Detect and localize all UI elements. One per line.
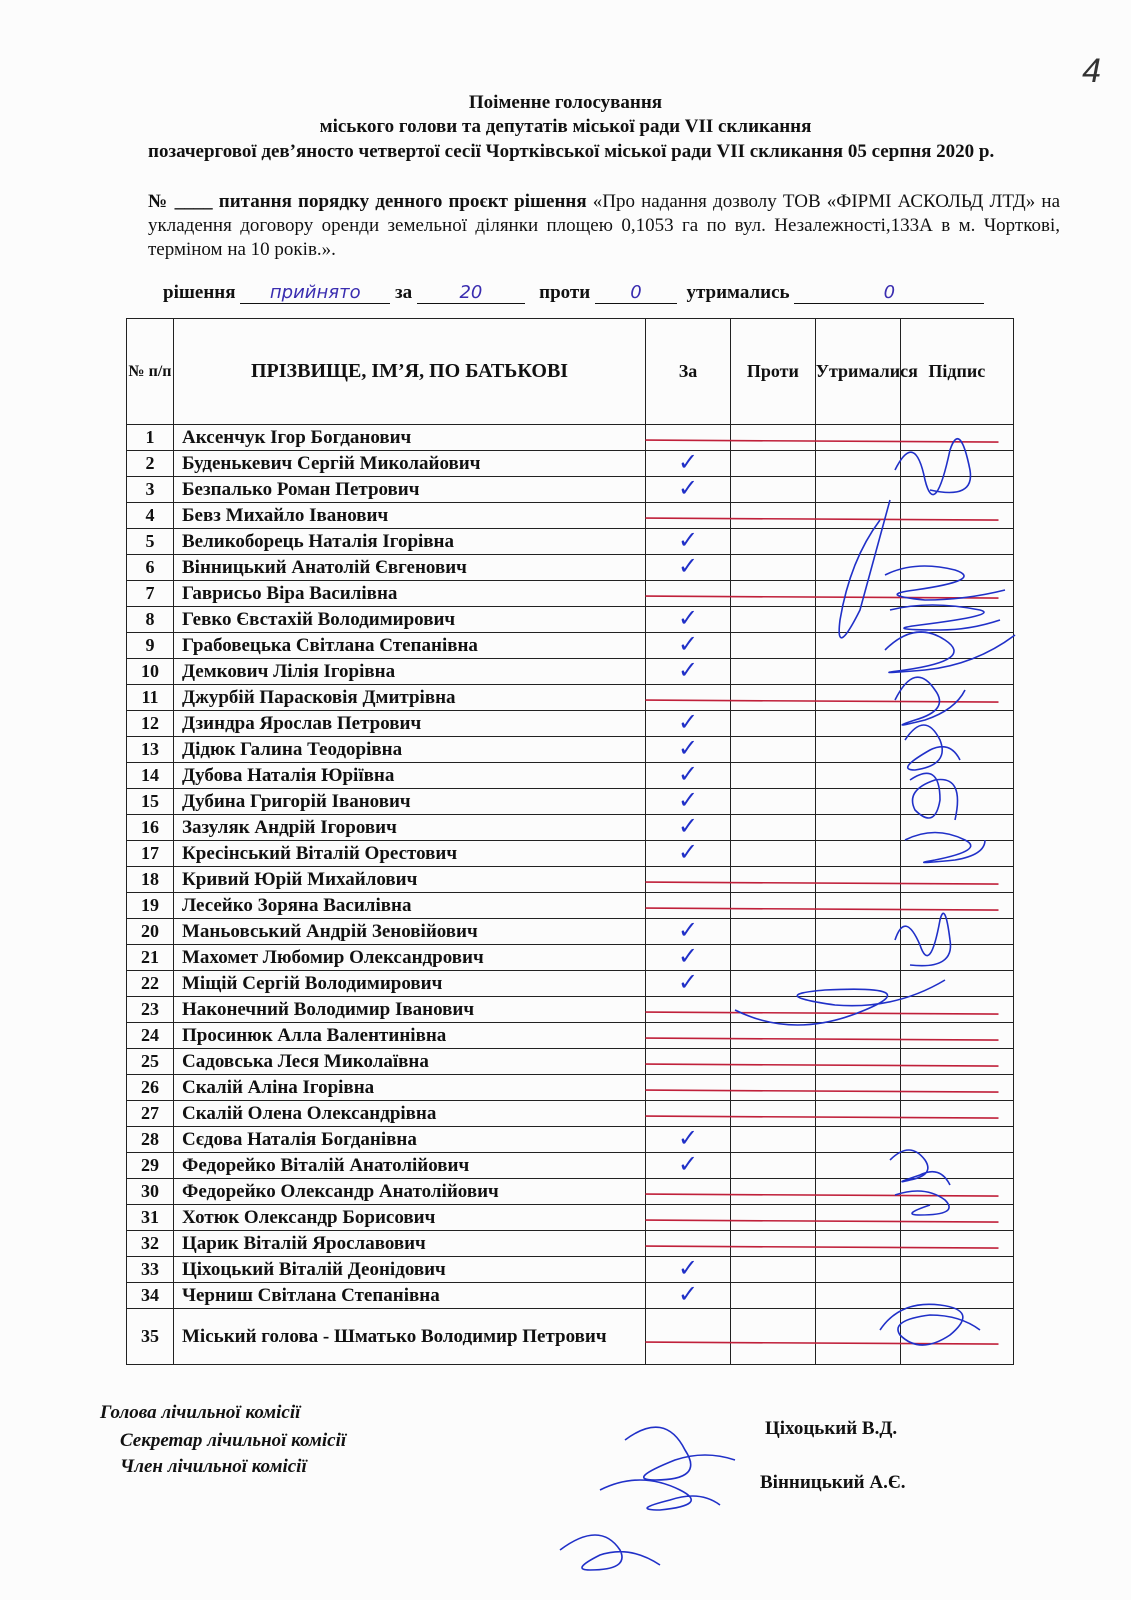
- against-cell: [730, 971, 815, 997]
- abstained-cell: [815, 1023, 900, 1049]
- row-number: 14: [127, 763, 174, 789]
- table-row: [127, 893, 1014, 919]
- for-cell: [646, 685, 731, 711]
- member-name: Джурбій Парасковія Дмитрівна: [174, 685, 646, 711]
- table-row: [127, 815, 1014, 841]
- row-number: 27: [127, 1101, 174, 1127]
- for-cell: [646, 604, 731, 633]
- row-number: 8: [127, 607, 174, 633]
- check-mark-icon: ✓: [677, 1254, 699, 1282]
- decision-label: рішення: [163, 282, 236, 303]
- against-cell: [730, 1309, 815, 1365]
- row-number: 33: [127, 1257, 174, 1283]
- for-cell: [646, 1049, 731, 1075]
- check-mark-icon: ✓: [677, 734, 699, 762]
- signature-scribble: [625, 1427, 735, 1480]
- against-cell: [730, 1101, 815, 1127]
- table-row: [127, 711, 1014, 737]
- table-row: [127, 1205, 1014, 1231]
- signature-cell: [900, 607, 1013, 633]
- table-row: [127, 1257, 1014, 1283]
- signature-cell: [900, 945, 1013, 971]
- table-row: [127, 997, 1014, 1023]
- signature-cell: [900, 685, 1013, 711]
- table-row: [127, 737, 1014, 763]
- abstained-cell: [815, 893, 900, 919]
- against-cell: [730, 1257, 815, 1283]
- check-mark-icon: ✓: [677, 448, 699, 476]
- table-row: [127, 529, 1014, 555]
- for-cell: [646, 838, 731, 867]
- table-row: [127, 919, 1014, 945]
- against-label: проти: [539, 282, 591, 303]
- member-name: Черниш Світлана Степанівна: [174, 1283, 646, 1309]
- table-row: [127, 425, 1014, 451]
- for-label: за: [395, 282, 413, 303]
- abstained-cell: [815, 1127, 900, 1153]
- row-number: 3: [127, 477, 174, 503]
- check-mark-icon: ✓: [677, 630, 699, 658]
- row-number: 20: [127, 919, 174, 945]
- member-name: Царик Віталій Ярославович: [174, 1231, 646, 1257]
- page-number: 4: [1082, 52, 1101, 90]
- header-abstained: Утрималися: [815, 319, 900, 425]
- member-name: Міщій Сергій Володимирович: [174, 971, 646, 997]
- abstained-label: утримались: [686, 282, 790, 303]
- table-row: [127, 1231, 1014, 1257]
- member-name: Наконечний Володимир Іванович: [174, 997, 646, 1023]
- for-cell: [646, 474, 731, 503]
- for-cell: [646, 1124, 731, 1153]
- signature-cell: [900, 971, 1013, 997]
- member-name: Маньовський Андрій Зеновійович: [174, 919, 646, 945]
- row-number: 12: [127, 711, 174, 737]
- member-name: Дзиндра Ярослав Петрович: [174, 711, 646, 737]
- header-for: За: [646, 319, 731, 425]
- abstained-cell: [815, 555, 900, 581]
- against-cell: [730, 1023, 815, 1049]
- against-cell: [730, 1075, 815, 1101]
- signature-cell: [900, 1283, 1013, 1309]
- member-name: Гевко Євстахій Володимирович: [174, 607, 646, 633]
- member-name: Кресінський Віталій Орестович: [174, 841, 646, 867]
- abstained-cell: [815, 1075, 900, 1101]
- against-cell: [730, 581, 815, 607]
- abstained-cell: [815, 1153, 900, 1179]
- row-number: 35: [127, 1309, 174, 1365]
- check-mark-icon: ✓: [677, 656, 699, 684]
- member-name: Лесейко Зоряна Василівна: [174, 893, 646, 919]
- for-cell: [646, 1179, 731, 1205]
- for-cell: [646, 1254, 731, 1283]
- against-cell: [730, 841, 815, 867]
- signature-cell: [900, 1127, 1013, 1153]
- table-row: [127, 1101, 1014, 1127]
- abstained-cell: [815, 477, 900, 503]
- against-cell: [730, 425, 815, 451]
- against-cell: [730, 529, 815, 555]
- member-name: Сєдова Наталія Богданівна: [174, 1127, 646, 1153]
- against-cell: [730, 477, 815, 503]
- member-name: Махомет Любомир Олександрович: [174, 945, 646, 971]
- against-cell: [730, 815, 815, 841]
- abstained-cell: [815, 425, 900, 451]
- signature-cell: [900, 789, 1013, 815]
- table-row: [127, 1153, 1014, 1179]
- row-number: 4: [127, 503, 174, 529]
- abstained-cell: [815, 919, 900, 945]
- for-cell: [646, 1075, 731, 1101]
- against-cell: [730, 789, 815, 815]
- for-cell: [646, 1101, 731, 1127]
- for-cell: [646, 760, 731, 789]
- secretary-label: Секретар лічильної комісії: [120, 1430, 347, 1451]
- against-cell: [730, 763, 815, 789]
- against-cell: [730, 711, 815, 737]
- signature-cell: [900, 1205, 1013, 1231]
- row-number: 21: [127, 945, 174, 971]
- chair-name: Ціхоцький В.Д.: [765, 1418, 898, 1439]
- against-cell: [730, 1049, 815, 1075]
- abstained-cell: [815, 1257, 900, 1283]
- signature-cell: [900, 425, 1013, 451]
- signature-cell: [900, 1075, 1013, 1101]
- against-cell: [730, 685, 815, 711]
- member-name: Буденькевич Сергій Миколайович: [174, 451, 646, 477]
- for-cell: [646, 581, 731, 607]
- signature-cell: [900, 659, 1013, 685]
- signature-cell: [900, 633, 1013, 659]
- table-row: [127, 1179, 1014, 1205]
- for-cell: [646, 1150, 731, 1179]
- signature-cell: [900, 477, 1013, 503]
- member-name: Вінницький Анатолій Євгенович: [174, 555, 646, 581]
- check-mark-icon: ✓: [677, 552, 699, 580]
- row-number: 17: [127, 841, 174, 867]
- against-cell: [730, 607, 815, 633]
- for-cell: [646, 968, 731, 997]
- row-number: 10: [127, 659, 174, 685]
- abstained-cell: [815, 1101, 900, 1127]
- against-cell: [730, 1283, 815, 1309]
- member-name: Гаврисьо Віра Василівна: [174, 581, 646, 607]
- abstained-cell: [815, 529, 900, 555]
- signature-cell: [900, 867, 1013, 893]
- check-mark-icon: ✓: [677, 526, 699, 554]
- decision-result: прийнято: [240, 283, 390, 304]
- member-name: Кривий Юрій Михайлович: [174, 867, 646, 893]
- signature-cell: [900, 1179, 1013, 1205]
- member-name: Дубова Наталія Юріївна: [174, 763, 646, 789]
- check-mark-icon: ✓: [677, 760, 699, 788]
- table-row: [127, 581, 1014, 607]
- against-cell: [730, 737, 815, 763]
- table-row: [127, 867, 1014, 893]
- row-number: 13: [127, 737, 174, 763]
- against-cell: [730, 503, 815, 529]
- for-cell: [646, 1231, 731, 1257]
- abstained-cell: [815, 1205, 900, 1231]
- for-cell: [646, 1280, 731, 1309]
- signature-cell: [900, 1309, 1013, 1365]
- for-cell: [646, 448, 731, 477]
- signature-cell: [900, 737, 1013, 763]
- signature-cell: [900, 815, 1013, 841]
- abstained-cell: [815, 737, 900, 763]
- for-cell: [646, 526, 731, 555]
- for-count: 20: [417, 283, 525, 304]
- row-number: 22: [127, 971, 174, 997]
- table-row: [127, 1127, 1014, 1153]
- against-cell: [730, 1179, 815, 1205]
- signature-cell: [900, 893, 1013, 919]
- abstained-cell: [815, 815, 900, 841]
- for-cell: [646, 867, 731, 893]
- row-number: 28: [127, 1127, 174, 1153]
- member-name: Бевз Михайло Іванович: [174, 503, 646, 529]
- abstained-count: 0: [794, 283, 984, 304]
- against-cell: [730, 997, 815, 1023]
- session-line: позачергової дев’яносто четвертої сесії Чортківської міської ради VII скликання 05 серпня 2020 р.: [148, 141, 995, 162]
- chair-label: Голова лічильної комісії: [100, 1402, 301, 1423]
- against-cell: [730, 945, 815, 971]
- abstained-cell: [815, 685, 900, 711]
- row-number: 7: [127, 581, 174, 607]
- row-number: 34: [127, 1283, 174, 1309]
- for-cell: [646, 812, 731, 841]
- check-mark-icon: ✓: [677, 942, 699, 970]
- table-row: [127, 841, 1014, 867]
- signature-cell: [900, 1257, 1013, 1283]
- table-row: [127, 1023, 1014, 1049]
- for-cell: [646, 893, 731, 919]
- member-name: Просинюк Алла Валентинівна: [174, 1023, 646, 1049]
- signature-cell: [900, 451, 1013, 477]
- row-number: 32: [127, 1231, 174, 1257]
- table-header-row: [127, 319, 1014, 425]
- vote-table-body: [127, 425, 1014, 1365]
- signature-cell: [900, 555, 1013, 581]
- for-cell: [646, 734, 731, 763]
- table-row: [127, 503, 1014, 529]
- check-mark-icon: ✓: [677, 968, 699, 996]
- abstained-cell: [815, 789, 900, 815]
- member-name: Скалій Аліна Ігорівна: [174, 1075, 646, 1101]
- signature-cell: [900, 1023, 1013, 1049]
- for-cell: [646, 630, 731, 659]
- table-row: [127, 451, 1014, 477]
- row-number: 31: [127, 1205, 174, 1231]
- check-mark-icon: ✓: [677, 604, 699, 632]
- for-cell: [646, 916, 731, 945]
- member-name: Демкович Лілія Ігорівна: [174, 659, 646, 685]
- abstained-cell: [815, 711, 900, 737]
- member-name: Скалій Олена Олександрівна: [174, 1101, 646, 1127]
- header-against: Проти: [730, 319, 815, 425]
- signature-cell: [900, 1101, 1013, 1127]
- against-cell: [730, 1127, 815, 1153]
- table-row: [127, 971, 1014, 997]
- member-name: Аксенчук Ігор Богданович: [174, 425, 646, 451]
- agenda-paragraph: [148, 190, 1060, 262]
- signature-cell: [900, 997, 1013, 1023]
- signature-cell: [900, 529, 1013, 555]
- abstained-cell: [815, 503, 900, 529]
- row-number: 2: [127, 451, 174, 477]
- against-cell: [730, 451, 815, 477]
- abstained-cell: [815, 1283, 900, 1309]
- for-cell: [646, 1205, 731, 1231]
- check-mark-icon: ✓: [677, 474, 699, 502]
- header-name: ПРІЗВИЩЕ, ІМ’Я, ПО БАТЬКОВІ: [174, 319, 646, 425]
- against-cell: [730, 867, 815, 893]
- check-mark-icon: ✓: [677, 708, 699, 736]
- table-row: [127, 607, 1014, 633]
- member-name: Грабовецька Світлана Степанівна: [174, 633, 646, 659]
- for-cell: [646, 425, 731, 451]
- table-row: [127, 477, 1014, 503]
- against-cell: [730, 555, 815, 581]
- document-title: Поіменне голосування: [468, 92, 663, 113]
- against-cell: [730, 893, 815, 919]
- check-mark-icon: ✓: [677, 786, 699, 814]
- abstained-cell: [815, 997, 900, 1023]
- signature-cell: [900, 711, 1013, 737]
- for-cell: [646, 997, 731, 1023]
- table-row: [127, 1309, 1014, 1365]
- abstained-cell: [815, 451, 900, 477]
- check-mark-icon: ✓: [677, 812, 699, 840]
- abstained-cell: [815, 581, 900, 607]
- signature-cell: [900, 503, 1013, 529]
- member-label: Член лічильної комісії: [120, 1456, 307, 1477]
- against-cell: [730, 633, 815, 659]
- row-number: 11: [127, 685, 174, 711]
- against-cell: [730, 919, 815, 945]
- document-subtitle: міського голови та депутатів міської ради VII скликання: [319, 116, 812, 137]
- table-row: [127, 945, 1014, 971]
- for-cell: [646, 786, 731, 815]
- abstained-cell: [815, 1231, 900, 1257]
- for-cell: [646, 503, 731, 529]
- check-mark-icon: ✓: [677, 1124, 699, 1152]
- header-signature: Підпис: [900, 319, 1013, 425]
- for-cell: [646, 1023, 731, 1049]
- decision-line: [163, 282, 984, 304]
- row-number: 29: [127, 1153, 174, 1179]
- abstained-cell: [815, 841, 900, 867]
- against-count: 0: [595, 283, 677, 304]
- abstained-cell: [815, 763, 900, 789]
- signature-cell: [900, 841, 1013, 867]
- signature-cell: [900, 919, 1013, 945]
- for-cell: [646, 656, 731, 685]
- check-mark-icon: ✓: [677, 1150, 699, 1178]
- signature-scribble: [600, 1480, 720, 1510]
- row-number: 15: [127, 789, 174, 815]
- member-name: Ціхоцький Віталій Деонідович: [174, 1257, 646, 1283]
- abstained-cell: [815, 1049, 900, 1075]
- for-cell: [646, 1309, 731, 1365]
- row-number: 6: [127, 555, 174, 581]
- agenda-prefix: № ____ питання порядку денного проєкт рішення: [148, 191, 587, 212]
- vote-table: [126, 318, 1014, 1365]
- row-number: 16: [127, 815, 174, 841]
- member-name: Безпалько Роман Петрович: [174, 477, 646, 503]
- check-mark-icon: ✓: [677, 916, 699, 944]
- member-name: Великоборець Наталія Ігорівна: [174, 529, 646, 555]
- row-number: 26: [127, 1075, 174, 1101]
- member-name: Зазуляк Андрій Ігорович: [174, 815, 646, 841]
- header-num: № п/п: [127, 319, 174, 425]
- table-row: [127, 1075, 1014, 1101]
- member-name: Вінницький А.Є.: [760, 1472, 906, 1493]
- abstained-cell: [815, 659, 900, 685]
- against-cell: [730, 659, 815, 685]
- signature-cell: [900, 1049, 1013, 1075]
- against-cell: [730, 1153, 815, 1179]
- abstained-cell: [815, 1309, 900, 1365]
- row-number: 30: [127, 1179, 174, 1205]
- abstained-cell: [815, 633, 900, 659]
- row-number: 24: [127, 1023, 174, 1049]
- member-name: Дідюк Галина Теодорівна: [174, 737, 646, 763]
- signature-cell: [900, 1231, 1013, 1257]
- signature-cell: [900, 763, 1013, 789]
- abstained-cell: [815, 945, 900, 971]
- abstained-cell: [815, 1179, 900, 1205]
- row-number: 5: [127, 529, 174, 555]
- table-row: [127, 789, 1014, 815]
- row-number: 9: [127, 633, 174, 659]
- row-number: 25: [127, 1049, 174, 1075]
- table-row: [127, 633, 1014, 659]
- signature-scribble: [560, 1535, 660, 1570]
- for-cell: [646, 708, 731, 737]
- row-number: 1: [127, 425, 174, 451]
- abstained-cell: [815, 607, 900, 633]
- abstained-cell: [815, 867, 900, 893]
- for-cell: [646, 942, 731, 971]
- table-row: [127, 659, 1014, 685]
- row-number: 23: [127, 997, 174, 1023]
- member-name: Хотюк Олександр Борисович: [174, 1205, 646, 1231]
- table-row: [127, 763, 1014, 789]
- abstained-cell: [815, 971, 900, 997]
- table-row: [127, 555, 1014, 581]
- check-mark-icon: ✓: [677, 838, 699, 866]
- member-name: Міський голова - Шматько Володимир Петрович: [174, 1309, 646, 1365]
- against-cell: [730, 1205, 815, 1231]
- member-name: Федорейко Віталій Анатолійович: [174, 1153, 646, 1179]
- member-name: Дубина Григорій Іванович: [174, 789, 646, 815]
- for-cell: [646, 552, 731, 581]
- signature-cell: [900, 1153, 1013, 1179]
- table-row: [127, 1283, 1014, 1309]
- agenda-text: «Про надання дозволу ТОВ «ФІРМІ АСКОЛЬД ЛТД» на укладення договору оренди земельної ділянки площею 0,1053 га по вул. Незалежності,133А в м. Чорткові, терміном на 10 років.».: [148, 191, 1060, 260]
- table-row: [127, 685, 1014, 711]
- signature-cell: [900, 581, 1013, 607]
- table-row: [127, 1049, 1014, 1075]
- against-cell: [730, 1231, 815, 1257]
- check-mark-icon: ✓: [677, 1280, 699, 1308]
- row-number: 19: [127, 893, 174, 919]
- row-number: 18: [127, 867, 174, 893]
- member-name: Федорейко Олександр Анатолійович: [174, 1179, 646, 1205]
- member-name: Садовська Леся Миколаївна: [174, 1049, 646, 1075]
